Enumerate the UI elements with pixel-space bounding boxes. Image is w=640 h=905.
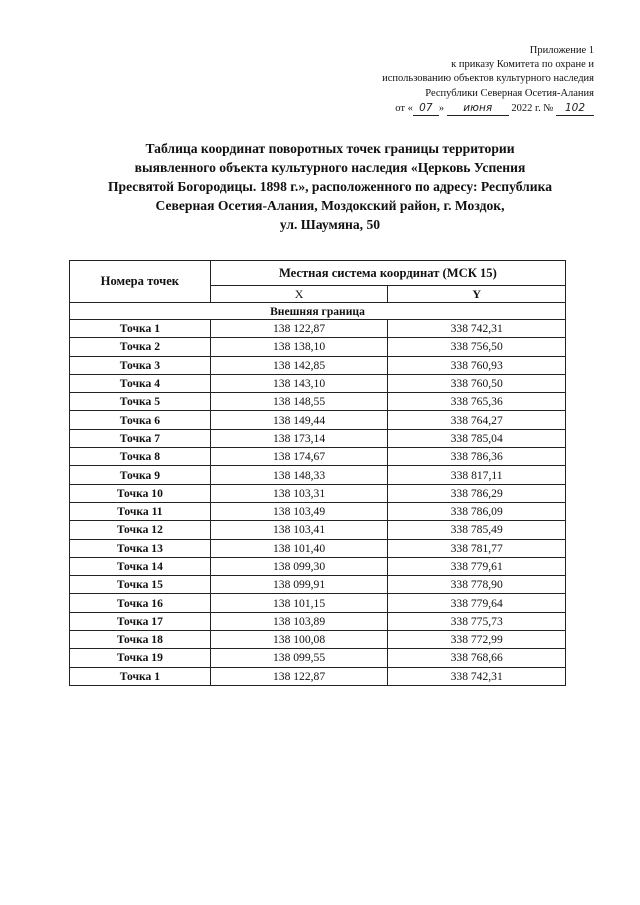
point-name: Точка 14	[70, 557, 211, 575]
table-row	[70, 374, 566, 392]
coord-y: 338 760,50	[388, 374, 566, 392]
coord-x: 138 149,44	[210, 411, 388, 429]
coord-y: 338 779,64	[388, 594, 566, 612]
coord-y: 338 765,36	[388, 393, 566, 411]
table-row	[70, 521, 566, 539]
header-x: X	[210, 286, 388, 303]
table-row	[70, 612, 566, 630]
coord-y: 338 772,99	[388, 631, 566, 649]
table-row	[70, 484, 566, 502]
coord-x: 138 148,55	[210, 393, 388, 411]
appendix-block	[382, 44, 594, 116]
coord-x: 138 099,55	[210, 649, 388, 667]
table-row	[70, 631, 566, 649]
table-row	[70, 539, 566, 557]
table-row	[70, 576, 566, 594]
coord-x: 138 103,41	[210, 521, 388, 539]
coord-x: 138 138,10	[210, 338, 388, 356]
coord-x: 138 100,08	[210, 631, 388, 649]
point-name: Точка 1	[70, 320, 211, 338]
table-row	[70, 502, 566, 520]
point-name: Точка 13	[70, 539, 211, 557]
point-name: Точка 9	[70, 466, 211, 484]
coord-y: 338 775,73	[388, 612, 566, 630]
coord-x: 138 173,14	[210, 429, 388, 447]
table-row	[70, 448, 566, 466]
appendix-republic: Республики Северная Осетия-Алания	[425, 87, 594, 99]
point-name: Точка 17	[70, 612, 211, 630]
point-name: Точка 7	[70, 429, 211, 447]
coord-x: 138 099,91	[210, 576, 388, 594]
title-line: Пресвятой Богородицы. 1898 г.», расположенного по адресу: Республика	[107, 179, 553, 194]
coord-y: 338 742,31	[388, 320, 566, 338]
date-year: 2022 г. №	[511, 102, 554, 114]
coord-x: 138 099,30	[210, 557, 388, 575]
coord-y: 338 781,77	[388, 539, 566, 557]
coord-y: 338 760,93	[388, 356, 566, 374]
appendix-title: Приложение 1	[529, 45, 594, 56]
title-line: выявленного объекта культурного наследия «Церковь Успения	[134, 160, 526, 175]
title-line: ул. Шаумяна, 50	[279, 217, 381, 232]
header-coordinate-system: Местная система координат (МСК 15)	[210, 261, 565, 286]
point-name: Точка 4	[70, 374, 211, 392]
coord-y: 338 764,27	[388, 411, 566, 429]
table-row	[70, 320, 566, 338]
date-prefix: от «	[395, 102, 413, 114]
point-name: Точка 12	[70, 521, 211, 539]
table-row	[70, 594, 566, 612]
point-name: Точка 6	[70, 411, 211, 429]
point-name: Точка 11	[70, 502, 211, 520]
coord-x: 138 174,67	[210, 448, 388, 466]
table-row	[70, 466, 566, 484]
point-name: Точка 8	[70, 448, 211, 466]
coord-x: 138 103,89	[210, 612, 388, 630]
coordinates-table	[69, 260, 566, 686]
coord-x: 138 148,33	[210, 466, 388, 484]
coord-y: 338 756,50	[388, 338, 566, 356]
table-row	[70, 356, 566, 374]
point-name: Точка 2	[70, 338, 211, 356]
coord-y: 338 778,90	[388, 576, 566, 594]
point-name: Точка 15	[70, 576, 211, 594]
coord-x: 138 142,85	[210, 356, 388, 374]
coord-y: 338 786,36	[388, 448, 566, 466]
handwritten-month: июня	[447, 101, 509, 116]
document-title	[60, 139, 600, 234]
handwritten-order-number: 102	[556, 101, 594, 116]
table-row	[70, 557, 566, 575]
title-line: Северная Осетия-Алания, Моздокский район, г. Моздок,	[155, 198, 505, 213]
point-name: Точка 10	[70, 484, 211, 502]
appendix-order-ref: к приказу Комитета по охране и	[451, 59, 594, 71]
coord-x: 138 122,87	[210, 320, 388, 338]
point-name: Точка 5	[70, 393, 211, 411]
coord-y: 338 786,09	[388, 502, 566, 520]
appendix-date-line	[395, 101, 594, 116]
header-points: Номера точек	[70, 261, 211, 303]
coord-y: 338 779,61	[388, 557, 566, 575]
table-row	[70, 338, 566, 356]
coord-y: 338 785,49	[388, 521, 566, 539]
handwritten-day: 07	[413, 101, 439, 116]
header-y: Y	[388, 286, 566, 303]
coord-x: 138 103,49	[210, 502, 388, 520]
table-row	[70, 649, 566, 667]
point-name: Точка 3	[70, 356, 211, 374]
point-name: Точка 19	[70, 649, 211, 667]
coord-x: 138 103,31	[210, 484, 388, 502]
section-outer-boundary: Внешняя граница	[70, 303, 566, 320]
coord-y: 338 742,31	[388, 667, 566, 685]
point-name: Точка 1	[70, 667, 211, 685]
table-row	[70, 393, 566, 411]
coord-y: 338 785,04	[388, 429, 566, 447]
coord-x: 138 143,10	[210, 374, 388, 392]
table-row	[70, 411, 566, 429]
table-row	[70, 429, 566, 447]
coord-x: 138 122,87	[210, 667, 388, 685]
coord-y: 338 768,66	[388, 649, 566, 667]
coord-x: 138 101,40	[210, 539, 388, 557]
coord-y: 338 786,29	[388, 484, 566, 502]
appendix-committee: использованию объектов культурного наследия	[382, 73, 594, 85]
date-mid: »	[438, 102, 445, 114]
coord-y: 338 817,11	[388, 466, 566, 484]
table-row	[70, 667, 566, 685]
coord-x: 138 101,15	[210, 594, 388, 612]
point-name: Точка 18	[70, 631, 211, 649]
point-name: Точка 16	[70, 594, 211, 612]
title-line: Таблица координат поворотных точек границы территории	[145, 141, 515, 156]
